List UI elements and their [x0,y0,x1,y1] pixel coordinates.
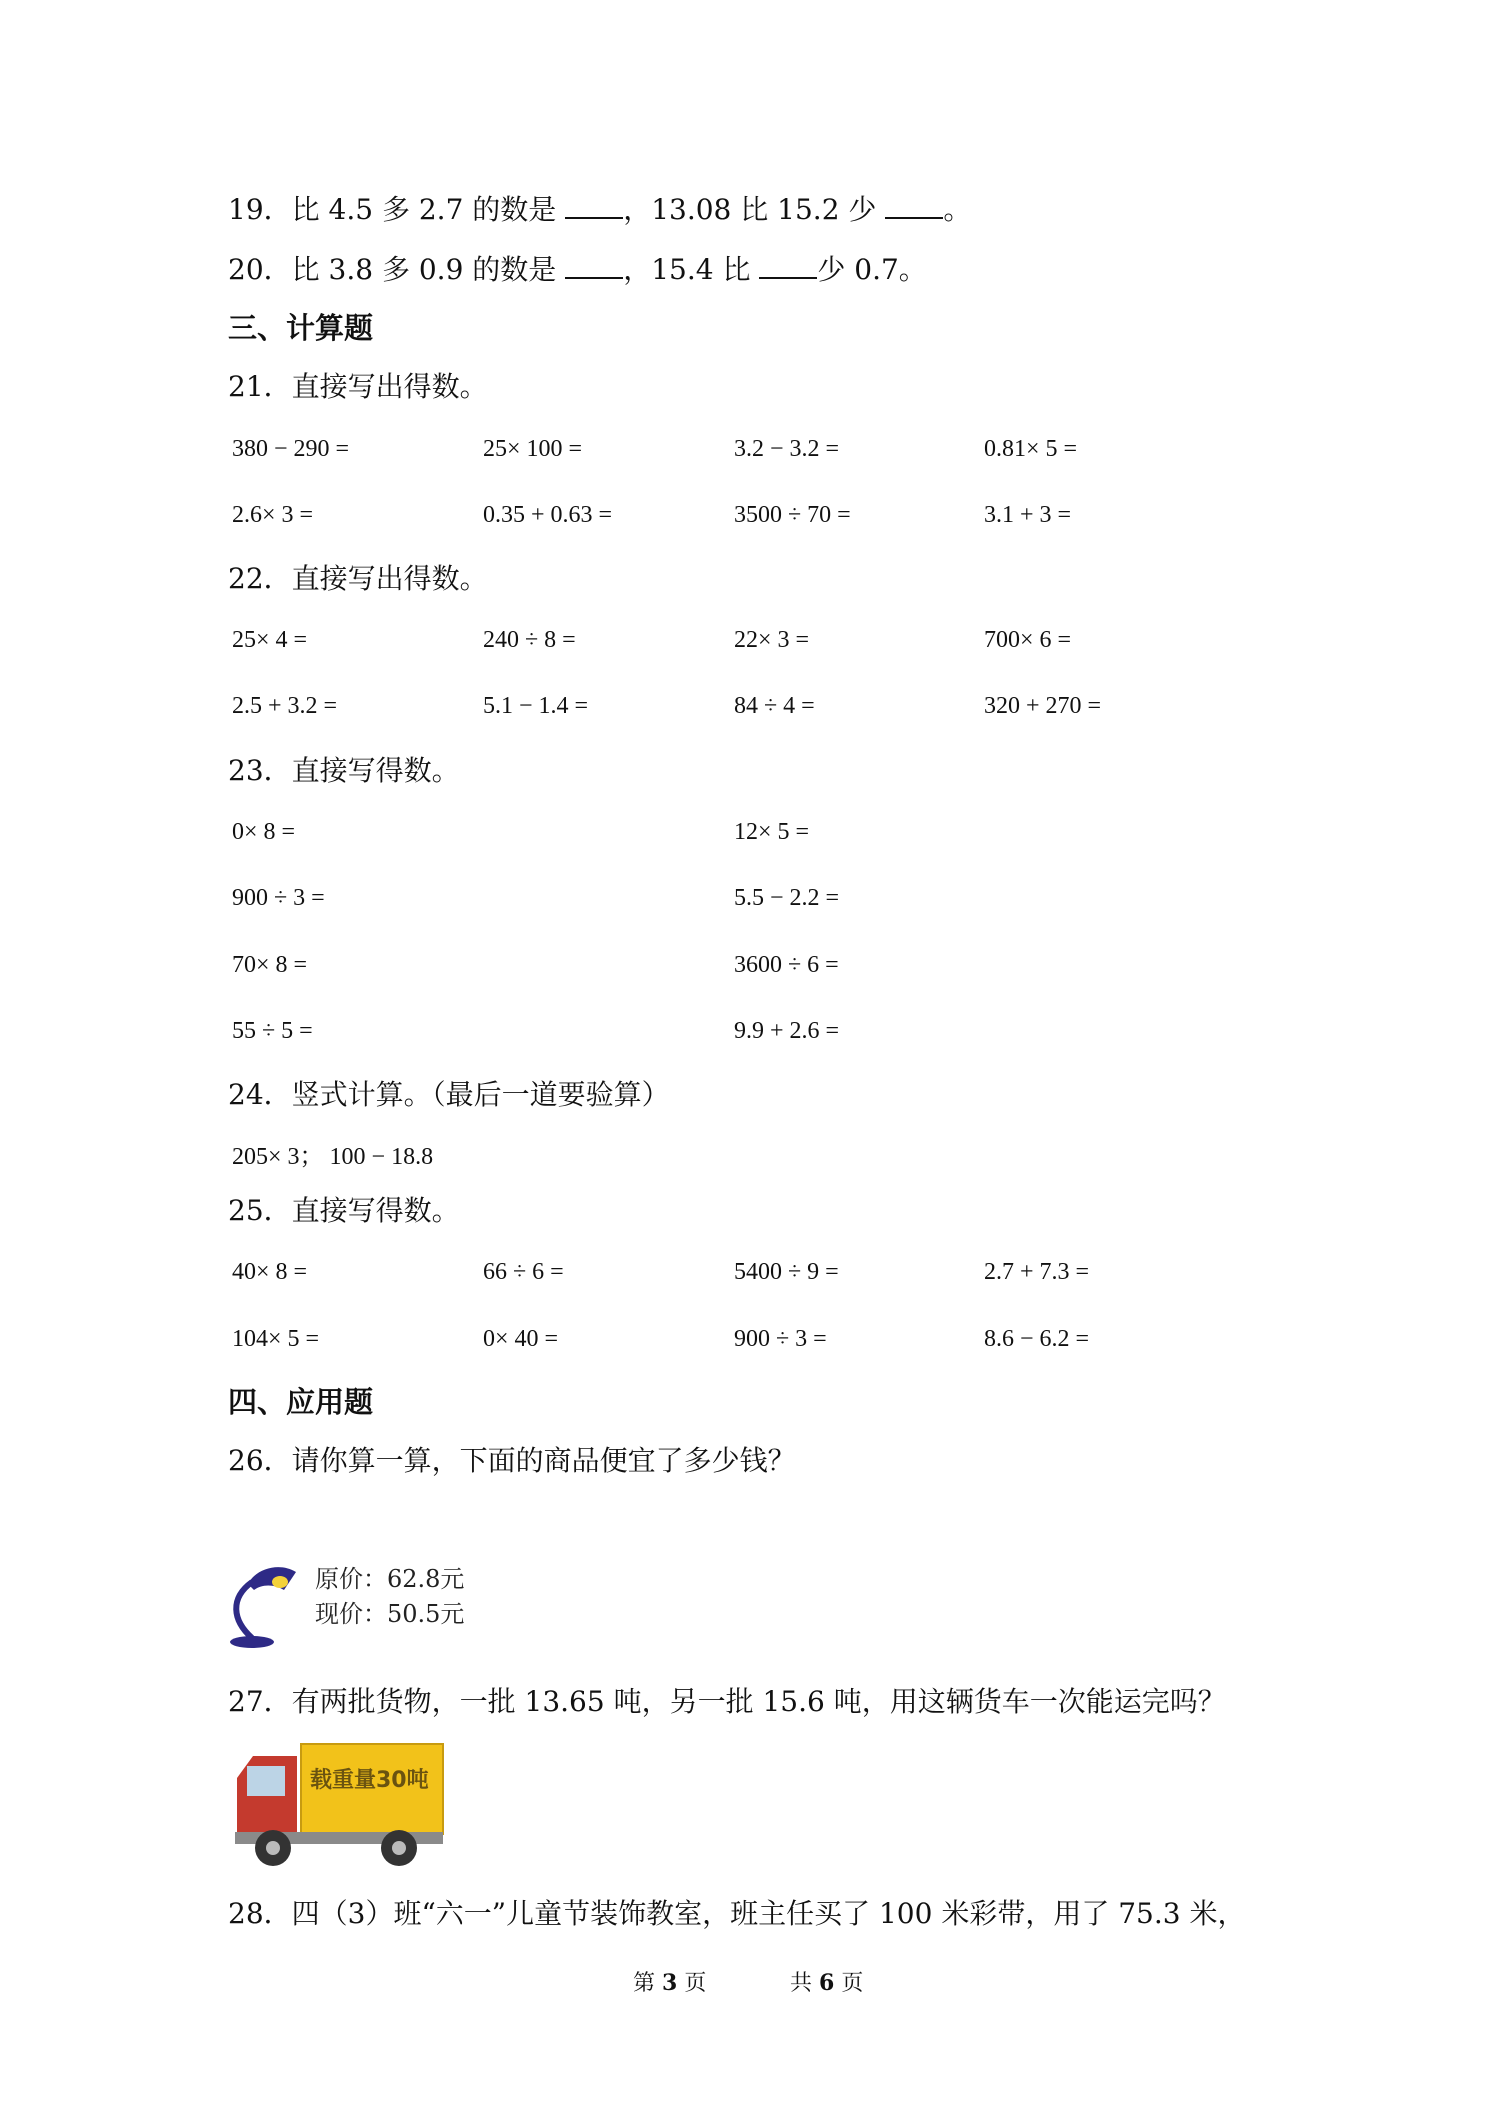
q25-item: 900 ÷ 3 = [734,1326,827,1352]
question-25-title: 25．直接写得数。 [228,1194,460,1227]
footer-text: 共 [790,1971,813,1996]
answer-blank[interactable] [565,253,623,279]
truck-icon [231,1740,447,1872]
q19-part-b: ，13.08 比 15.2 少 [623,193,877,226]
q23-item: 900 ÷ 3 = [232,885,325,911]
q22-item: 240 ÷ 8 = [483,627,576,653]
question-23-title: 23．直接写得数。 [228,754,460,787]
truck-load-label: 载重量30吨 [310,1768,429,1793]
q19-part-c: 。 [943,193,972,226]
q21-item: 3500 ÷ 70 = [734,502,851,528]
q25-item: 104× 5 = [232,1326,320,1352]
q20-part-c: 少 0.7。 [817,253,927,286]
q22-item: 700× 6 = [984,627,1072,653]
q19-part-a: 19．比 4.5 多 2.7 的数是 [228,193,557,226]
q22-item: 320 + 270 = [984,693,1102,719]
q21-item: 2.6× 3 = [232,502,314,528]
q25-item: 66 ÷ 6 = [483,1259,564,1285]
answer-blank[interactable] [885,193,943,219]
question-19 [228,192,971,228]
footer-text: 页 [684,1971,707,1996]
q22-item: 2.5 + 3.2 = [232,693,338,719]
current-page-number: 3 [662,1970,678,1996]
q23-item: 70× 8 = [232,952,308,978]
q23-item: 0× 8 = [232,819,296,845]
q21-item: 25× 100 = [483,436,583,462]
q25-item: 40× 8 = [232,1259,308,1285]
q23-item: 5.5 − 2.2 = [734,885,840,911]
section-heading-calculation: 三、计算题 [228,311,374,345]
q25-item: 5400 ÷ 9 = [734,1259,839,1285]
question-24-title: 24．竖式计算。（最后一道要验算） [228,1078,670,1111]
q24-expressions: 205× 3； 100 − 18.8 [232,1144,434,1170]
q22-item: 84 ÷ 4 = [734,693,815,719]
original-price: 原价：62.8元 [315,1565,465,1593]
q22-item: 25× 4 = [232,627,308,653]
q23-item: 9.9 + 2.6 = [734,1018,840,1044]
current-price: 现价：50.5元 [315,1600,465,1628]
question-21-title: 21．直接写出得数。 [228,370,488,403]
question-20 [228,252,927,288]
footer-text: 第 [633,1971,656,1996]
footer-text: 页 [841,1971,864,1996]
q21-item: 380 − 290 = [232,436,350,462]
question-26-title: 26．请你算一算，下面的商品便宜了多少钱？ [228,1444,796,1477]
section-heading-application: 四、应用题 [228,1385,374,1419]
q21-item: 0.35 + 0.63 = [483,502,613,528]
q25-item: 2.7 + 7.3 = [984,1259,1090,1285]
q25-item: 0× 40 = [483,1326,559,1352]
q20-part-a: 20．比 3.8 多 0.9 的数是 [228,253,557,286]
q23-item: 12× 5 = [734,819,810,845]
q21-item: 3.2 − 3.2 = [734,436,840,462]
question-28-title: 28．四（3）班“六一”儿童节装饰教室，班主任买了 100 米彩带，用了 75.3 米， [228,1897,1246,1930]
q25-item: 8.6 − 6.2 = [984,1326,1090,1352]
q21-item: 3.1 + 3 = [984,502,1072,528]
q23-item: 55 ÷ 5 = [232,1018,313,1044]
answer-blank[interactable] [759,253,817,279]
q21-item: 0.81× 5 = [984,436,1078,462]
desk-lamp-icon [222,1560,304,1650]
question-27-title: 27．有两批货物，一批 13.65 吨，另一批 15.6 吨，用这辆货车一次能运完吗？ [228,1685,1226,1718]
q22-item: 22× 3 = [734,627,810,653]
q23-item: 3600 ÷ 6 = [734,952,839,978]
answer-blank[interactable] [565,193,623,219]
q22-item: 5.1 − 1.4 = [483,693,589,719]
total-pages-number: 6 [819,1970,835,1996]
q20-part-b: ，15.4 比 [623,253,751,286]
question-22-title: 22．直接写出得数。 [228,562,488,595]
page-number [633,1966,706,1997]
page-total [790,1966,863,1997]
